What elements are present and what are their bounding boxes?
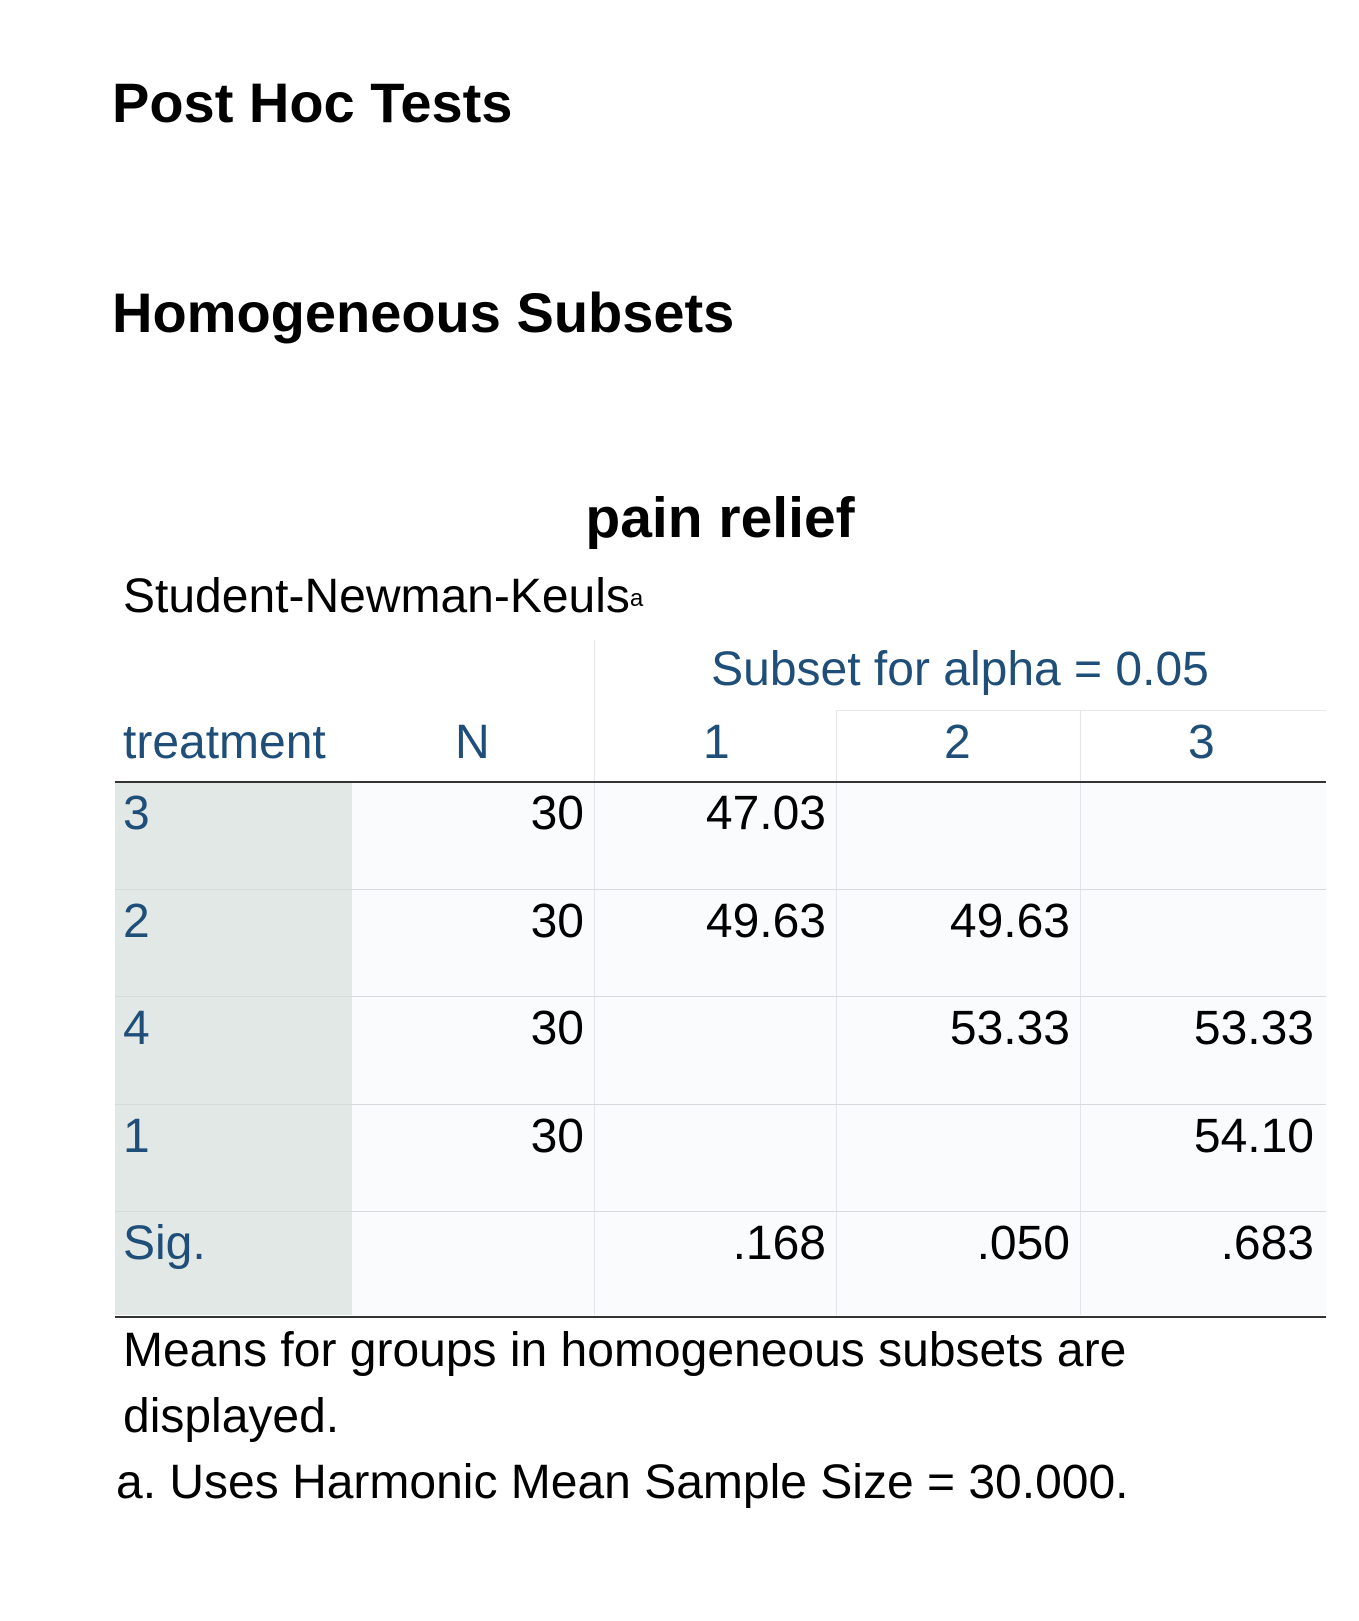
row-separator [115,1211,1326,1212]
column-header-n: N [455,716,490,769]
section-title-homogeneous-subsets: Homogeneous Subsets [112,281,735,344]
subset-header: Subset for alpha = 0.05 [711,643,1209,696]
column-header-subset-3: 3 [1188,716,1215,769]
section-title-post-hoc: Post Hoc Tests [112,71,513,134]
cell-subset-3: 53.33 [1193,1002,1314,1055]
row-label: 2 [123,895,150,948]
footnote-line: Means for groups in homogeneous subsets are [123,1324,1127,1377]
row-label: 1 [123,1110,150,1163]
cell-n: 30 [530,1002,584,1055]
footnote-a: a. Uses Harmonic Mean Sample Size = 30.000. [116,1456,1129,1509]
cell-subset-1: 47.03 [705,787,826,840]
row-label-sig: Sig. [123,1217,206,1270]
table-title: pain relief [585,486,855,550]
cell-sig-subset-3: .683 [1220,1217,1314,1270]
row-separator [115,889,1326,890]
test-method-label [123,567,643,627]
cell-subset-3: 54.10 [1193,1110,1314,1163]
cell-n: 30 [530,787,584,840]
row-label: 4 [123,1002,150,1055]
column-header-treatment: treatment [123,716,326,769]
row-separator [115,1104,1326,1105]
footnote-marker: a [629,585,644,612]
footnote-line: displayed. [123,1390,340,1443]
cell-subset-2: 49.63 [949,895,1070,948]
cell-subset-1: 49.63 [705,895,826,948]
cell-n: 30 [530,895,584,948]
cell-subset-2: 53.33 [949,1002,1070,1055]
row-label: 3 [123,787,150,840]
cell-sig-subset-1: .168 [732,1217,826,1270]
cell-sig-subset-2: .050 [976,1217,1070,1270]
column-header-subset-2: 2 [944,716,971,769]
cell-n: 30 [530,1110,584,1163]
header-rule [115,781,1326,783]
row-separator [115,996,1326,997]
column-header-subset-1: 1 [703,716,730,769]
test-method-text: Student-Newman-Keuls [123,570,630,623]
subset-header-divider [836,710,1326,711]
